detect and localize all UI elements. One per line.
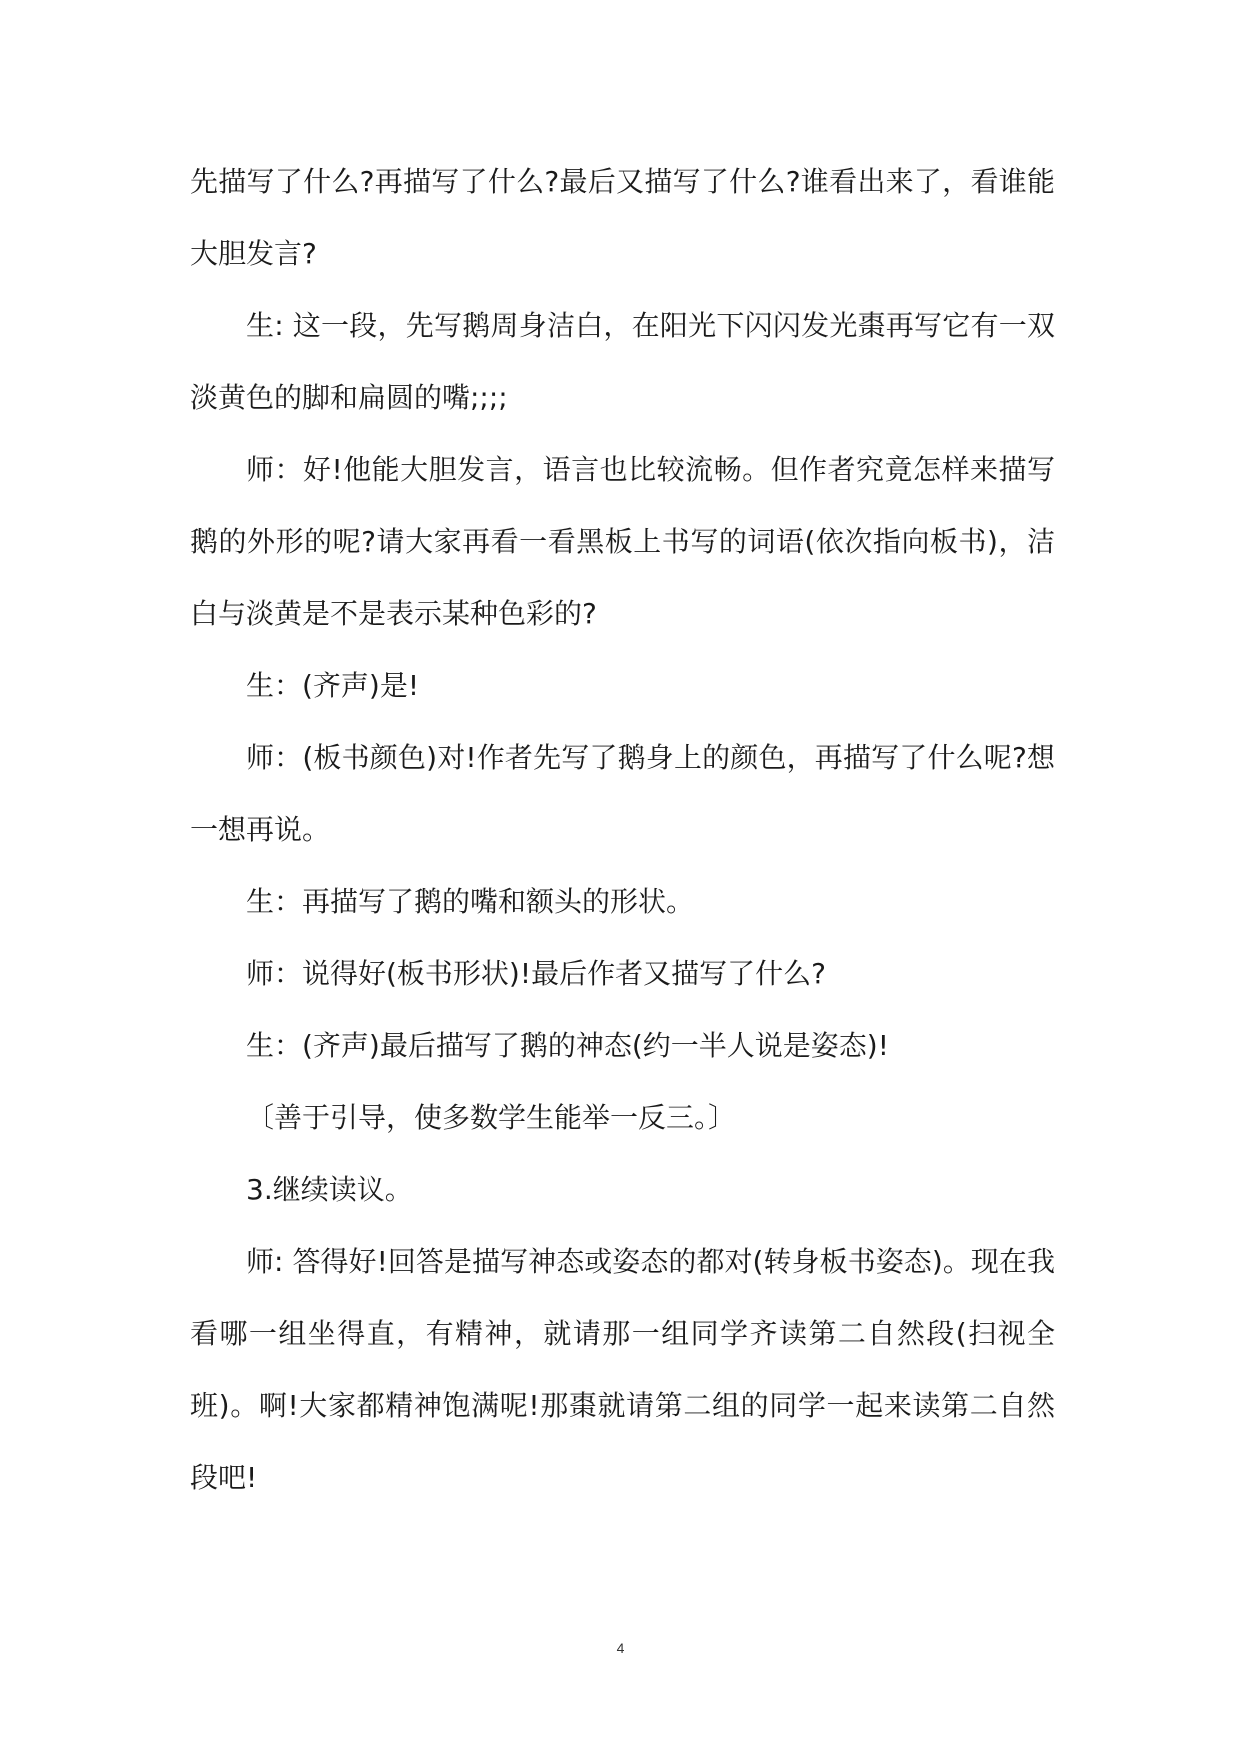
paragraph: 先描写了什么?再描写了什么?最后又描写了什么?谁看出来了，看谁能大胆发言? <box>190 165 1055 270</box>
paragraph: 师: 答得好!回答是描写神态或姿态的都对(转身板书姿态)。现在我看哪一组坐得直，有精神，就请那一组同学齐读第二自然段(扫视全班)。啊!大家都精神饱满呢!那棗就请第二组的同学一起来读第二自然段吧! <box>190 1245 1055 1494</box>
paragraph: 生: 这一段，先写鹅周身洁白，在阳光下闪闪发光棗再写它有一双淡黄色的脚和扁圆的嘴;;;; <box>190 309 1055 414</box>
body-text <box>190 146 1055 1514</box>
paragraph: 生：(齐声)最后描写了鹅的神态(约一半人说是姿态)! <box>246 1029 889 1062</box>
section-heading: 3.继续读议。 <box>246 1173 413 1206</box>
paragraph: 师：说得好(板书形状)!最后作者又描写了什么? <box>246 957 826 990</box>
paragraph: 生：再描写了鹅的嘴和额头的形状。 <box>246 885 695 918</box>
page-number: 4 <box>616 1640 625 1656</box>
annotation-note: 〔善于引导，使多数学生能举一反三。〕 <box>246 1101 737 1134</box>
paragraph: 生：(齐声)是! <box>246 669 420 702</box>
paragraph: 师：好!他能大胆发言，语言也比较流畅。但作者究竟怎样来描写鹅的外形的呢?请大家再看一看黑板上书写的词语(依次指向板书)，洁白与淡黄是不是表示某种色彩的? <box>190 453 1055 630</box>
paragraph: 师：(板书颜色)对!作者先写了鹅身上的颜色，再描写了什么呢?想一想再说。 <box>190 741 1055 846</box>
